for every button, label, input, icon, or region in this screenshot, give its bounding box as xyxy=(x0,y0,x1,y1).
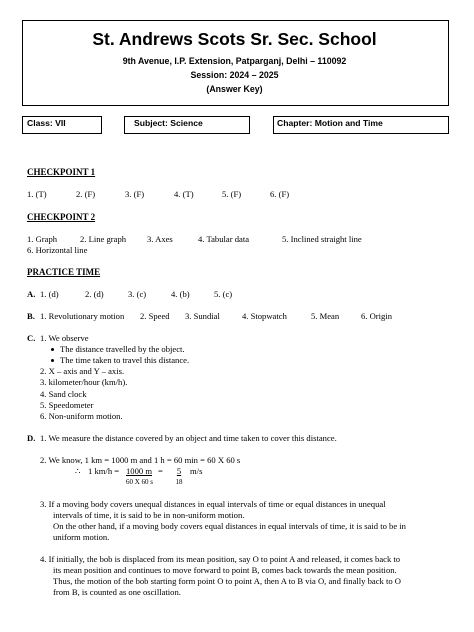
bullet-icon xyxy=(51,348,54,351)
a-item: 2. (d) xyxy=(85,289,104,299)
b-item: 4. Stopwatch xyxy=(242,311,287,321)
checkpoint2-item: 6. Horizontal line xyxy=(27,245,88,255)
practice-title: PRACTICE TIME xyxy=(27,267,101,277)
session: Session: 2024 – 2025 xyxy=(190,70,279,80)
class-label: Class: VII xyxy=(27,118,66,128)
formula-denominator-2: 18 xyxy=(175,478,183,486)
d-line: 2. We know, 1 km = 1000 m and 1 h = 60 min = 60 X 60 s xyxy=(40,455,241,465)
c-line: 1. We observe xyxy=(40,333,89,343)
therefore-symbol: ∴ xyxy=(75,466,81,476)
checkpoint2-item: 4. Tabular data xyxy=(198,234,250,244)
d-line: 1. We measure the distance covered by an object and time taken to cover this distance. xyxy=(40,433,337,443)
school-address: 9th Avenue, I.P. Extension, Patparganj, Delhi – 110092 xyxy=(122,56,347,66)
checkpoint1-item: 6. (F) xyxy=(270,189,290,199)
checkpoint1-item: 4. (T) xyxy=(174,189,194,199)
a-item: 4. (b) xyxy=(171,289,190,299)
section-a-label: A. xyxy=(27,289,36,299)
formula-lhs: 1 km/h = xyxy=(88,466,120,476)
section-c-label: C. xyxy=(27,333,36,343)
formula-unit: m/s xyxy=(190,466,203,476)
d-line: Thus, the motion of the bob starting form point O to point A, then A to B via O, and finally back to O xyxy=(53,576,402,586)
d-line: 3. If a moving body covers unequal distances in equal intervals of time or equal distances in unequal xyxy=(40,499,386,509)
formula-denominator: 60 X 60 s xyxy=(126,478,154,486)
d-line: On the other hand, if a moving body covers equal distances in equal intervals of time, it is said to be in xyxy=(53,521,406,531)
checkpoint2-title: CHECKPOINT 2 xyxy=(27,212,96,222)
checkpoint2-item: 2. Line graph xyxy=(80,234,127,244)
checkpoint2-item: 1. Graph xyxy=(27,234,58,244)
a-item: 5. (c) xyxy=(214,289,233,299)
b-item: 6. Origin xyxy=(361,311,393,321)
answer-key-label: (Answer Key) xyxy=(206,84,263,94)
d-line: from B, is counted as one oscillation. xyxy=(53,587,181,597)
b-item: 2. Speed xyxy=(140,311,170,321)
bullet-icon xyxy=(51,359,54,362)
section-b-label: B. xyxy=(27,311,35,321)
c-line: 5. Speedometer xyxy=(40,400,94,410)
b-item: 5. Mean xyxy=(311,311,340,321)
checkpoint1-title: CHECKPOINT 1 xyxy=(27,167,96,177)
d-line: 4. If initially, the bob is displaced from its mean position, say O to point A and released, it comes back to xyxy=(40,554,401,564)
c-line: The distance travelled by the object. xyxy=(60,344,185,354)
c-line: 3. kilometer/hour (km/h). xyxy=(40,377,128,387)
d-line: its mean position and continues to move forward to point B, comes back towards the mean position. xyxy=(53,565,397,575)
d-line: uniform motion. xyxy=(53,532,110,542)
b-item: 1. Revolutionary motion xyxy=(40,311,125,321)
a-item: 1. (d) xyxy=(40,289,59,299)
checkpoint1-item: 3. (F) xyxy=(125,189,145,199)
checkpoint1-item: 5. (F) xyxy=(222,189,242,199)
checkpoint2-item: 5. Inclined straight line xyxy=(282,234,362,244)
c-line: 6. Non-uniform motion. xyxy=(40,411,123,421)
c-line: 2. X – axis and Y – axis. xyxy=(40,366,125,376)
formula-numerator-2: 5 xyxy=(176,466,182,476)
formula-equals: = xyxy=(158,466,163,476)
chapter-label: Chapter: Motion and Time xyxy=(277,118,383,128)
c-line: 4. Sand clock xyxy=(40,389,87,399)
d-line: intervals of time, it is said to be in non-uniform motion. xyxy=(53,510,245,520)
checkpoint1-item: 2. (F) xyxy=(76,189,96,199)
school-name: St. Andrews Scots Sr. Sec. School xyxy=(92,29,377,49)
section-d-label: D. xyxy=(27,433,36,443)
formula-numerator: 1000 m xyxy=(126,466,153,476)
checkpoint2-item: 3. Axes xyxy=(147,234,173,244)
b-item: 3. Sundial xyxy=(185,311,220,321)
subject-label: Subject: Science xyxy=(134,118,203,128)
checkpoint1-item: 1. (T) xyxy=(27,189,47,199)
a-item: 3. (c) xyxy=(128,289,147,299)
c-line: The time taken to travel this distance. xyxy=(60,355,190,365)
